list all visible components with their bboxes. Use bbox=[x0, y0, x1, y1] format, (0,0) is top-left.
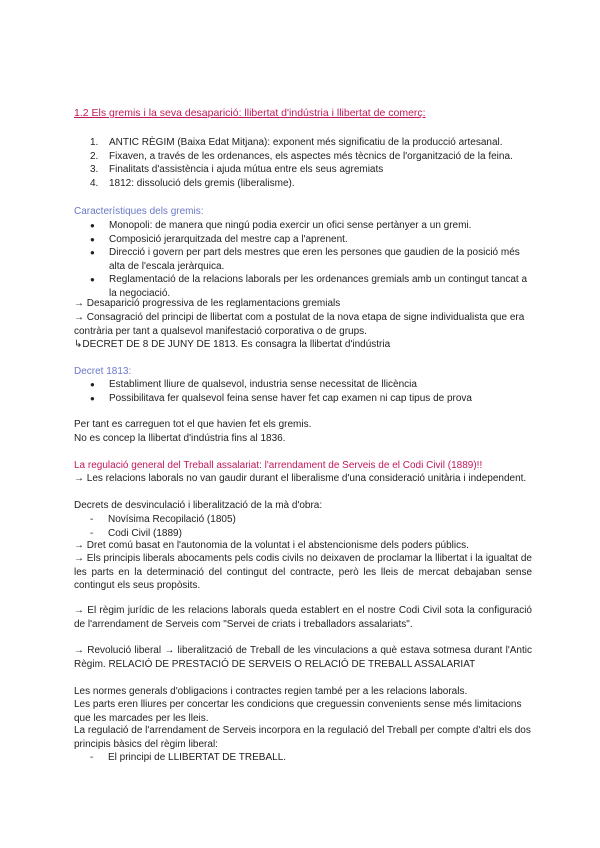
arrow-line: → Dret comú basat en l'autonomia de la voluntat i el abstencionisme dels poders públics. bbox=[74, 540, 469, 551]
list-item: ● Establiment lliure de qualsevol, industria sense necessitat de llicència bbox=[90, 379, 417, 390]
bullet-icon: ● bbox=[90, 275, 95, 284]
principles-list bbox=[74, 751, 532, 765]
arrow-paragraph: → El règim jurídic de les relacions laborals queda establert en el nostre Codi Civil sota la configuració de l'arrendament de Serveis com "Servei de criats i treballadors assalariats". bbox=[74, 605, 532, 630]
bullet-icon: ● bbox=[90, 393, 95, 403]
paragraph: Per tant es carreguen tot el que havien fet els gremis. bbox=[74, 419, 312, 430]
bullet-icon: ● bbox=[90, 234, 95, 244]
paragraph: No es concep la llibertat d'indústria fins al 1836. bbox=[74, 433, 286, 444]
list-item: ● Monopoli: de manera que ningú podia exercir un ofici sense pertànyer a un gremi. bbox=[90, 220, 472, 231]
regulation-heading: La regulació general del Treball assalariat: l'arrendament de Serveis de el Codi Civil (1889)!! bbox=[74, 460, 483, 471]
bullet-icon: ● bbox=[90, 221, 95, 230]
list-item: ● Possibilitava fer qualsevol feina sense haver fet cap examen ni cap tipus de prova bbox=[90, 392, 472, 404]
section-title: 1.2 Els gremis i la seva desaparició: llibertat d'indústria i llibertat de comerç: bbox=[74, 107, 426, 119]
list-item: ● Direcció i govern per part dels mestres que eren les persones que gaudien de la posició més alta de l'escala jeràrquica. bbox=[90, 247, 520, 272]
bullet-icon: ● bbox=[90, 380, 95, 389]
decrees-list bbox=[74, 513, 532, 540]
bullet-icon: ● bbox=[90, 248, 95, 257]
decree-list bbox=[74, 378, 532, 405]
list-item: 1. ANTIC RÈGIM (Baixa Edat Mitjana): exponent més significatiu de la producció artesanal. bbox=[90, 137, 503, 148]
decree-line: ↳DECRET DE 8 DE JUNY DE 1813. Es consagra la llibertat d'indústria bbox=[74, 339, 391, 350]
list-item: ● Reglamentació de la relacions laborals per les ordenances gremials amb un contingut tancat a la negociació. bbox=[90, 274, 528, 299]
paragraph: La regulació de l'arrendament de Serveis incorpora en la regulació del Treball per compte d'altri els dos principis bàsics del règim liberal: bbox=[74, 725, 531, 750]
characteristics-list bbox=[74, 219, 532, 300]
list-item: - Novísima Recopilació (1805) bbox=[90, 514, 236, 525]
arrow-paragraph: → Els principis liberals abocaments pels codis civils no deixaven de proclamar la llibertat i la igualtat de les parts en la determinació del contingut del contracte, però les lleis de mercat debajaban sense contingut els seus propòsits. bbox=[74, 553, 532, 591]
list-item: 3. Finalitats d'assistència i ajuda mútua entre els seus agremiats bbox=[90, 164, 384, 175]
list-item: - El principi de LLIBERTAT DE TREBALL. bbox=[90, 752, 287, 763]
paragraph: Les normes generals d'obligacions i contractes regien també per a les relacions laborals. bbox=[74, 686, 468, 697]
characteristics-heading: Característiques dels gremis: bbox=[74, 206, 204, 217]
decree-heading: Decret 1813: bbox=[74, 366, 132, 377]
list-item: - Codi Civil (1889) bbox=[90, 527, 182, 539]
arrow-paragraph: → Consagració del principi de llibertat com a postulat de la nova etapa de signe individualista que era contrària per tant a qualsevol manifestació corporativa o de grups. bbox=[74, 312, 525, 337]
decrees-label: Decrets de desvinculació i liberalització de la mà d'obra: bbox=[74, 500, 323, 511]
paragraph: Les parts eren lliures per concertar les condicions que creguessin convenients sense més limitacions que les marcades per les lleis. bbox=[74, 699, 522, 724]
numbered-list bbox=[74, 136, 532, 190]
arrow-line: → Desaparició progressiva de les reglamentacions gremials bbox=[74, 298, 341, 309]
arrow-paragraph: → Revolució liberal → liberalització de Treball de les vinculacions a què estava sotmesa durant l'Antic Règim. RELACIÓ DE PRESTACIÓ DE SERVEIS O RELACIÓ DE TREBALL ASSALARIAT bbox=[74, 645, 532, 670]
arrow-paragraph: → Les relacions laborals no van gaudir durant el liberalisme d'una consideració unitària i independent. bbox=[74, 473, 527, 484]
list-item: 2. Fixaven, a través de les ordenances, els aspectes més tècnics de l'organització de la feina. bbox=[90, 150, 513, 162]
list-item: 4. 1812: dissolució dels gremis (liberalisme). bbox=[90, 177, 295, 189]
list-item: ● Composició jerarquitzada del mestre cap a l'aprenent. bbox=[90, 233, 348, 245]
